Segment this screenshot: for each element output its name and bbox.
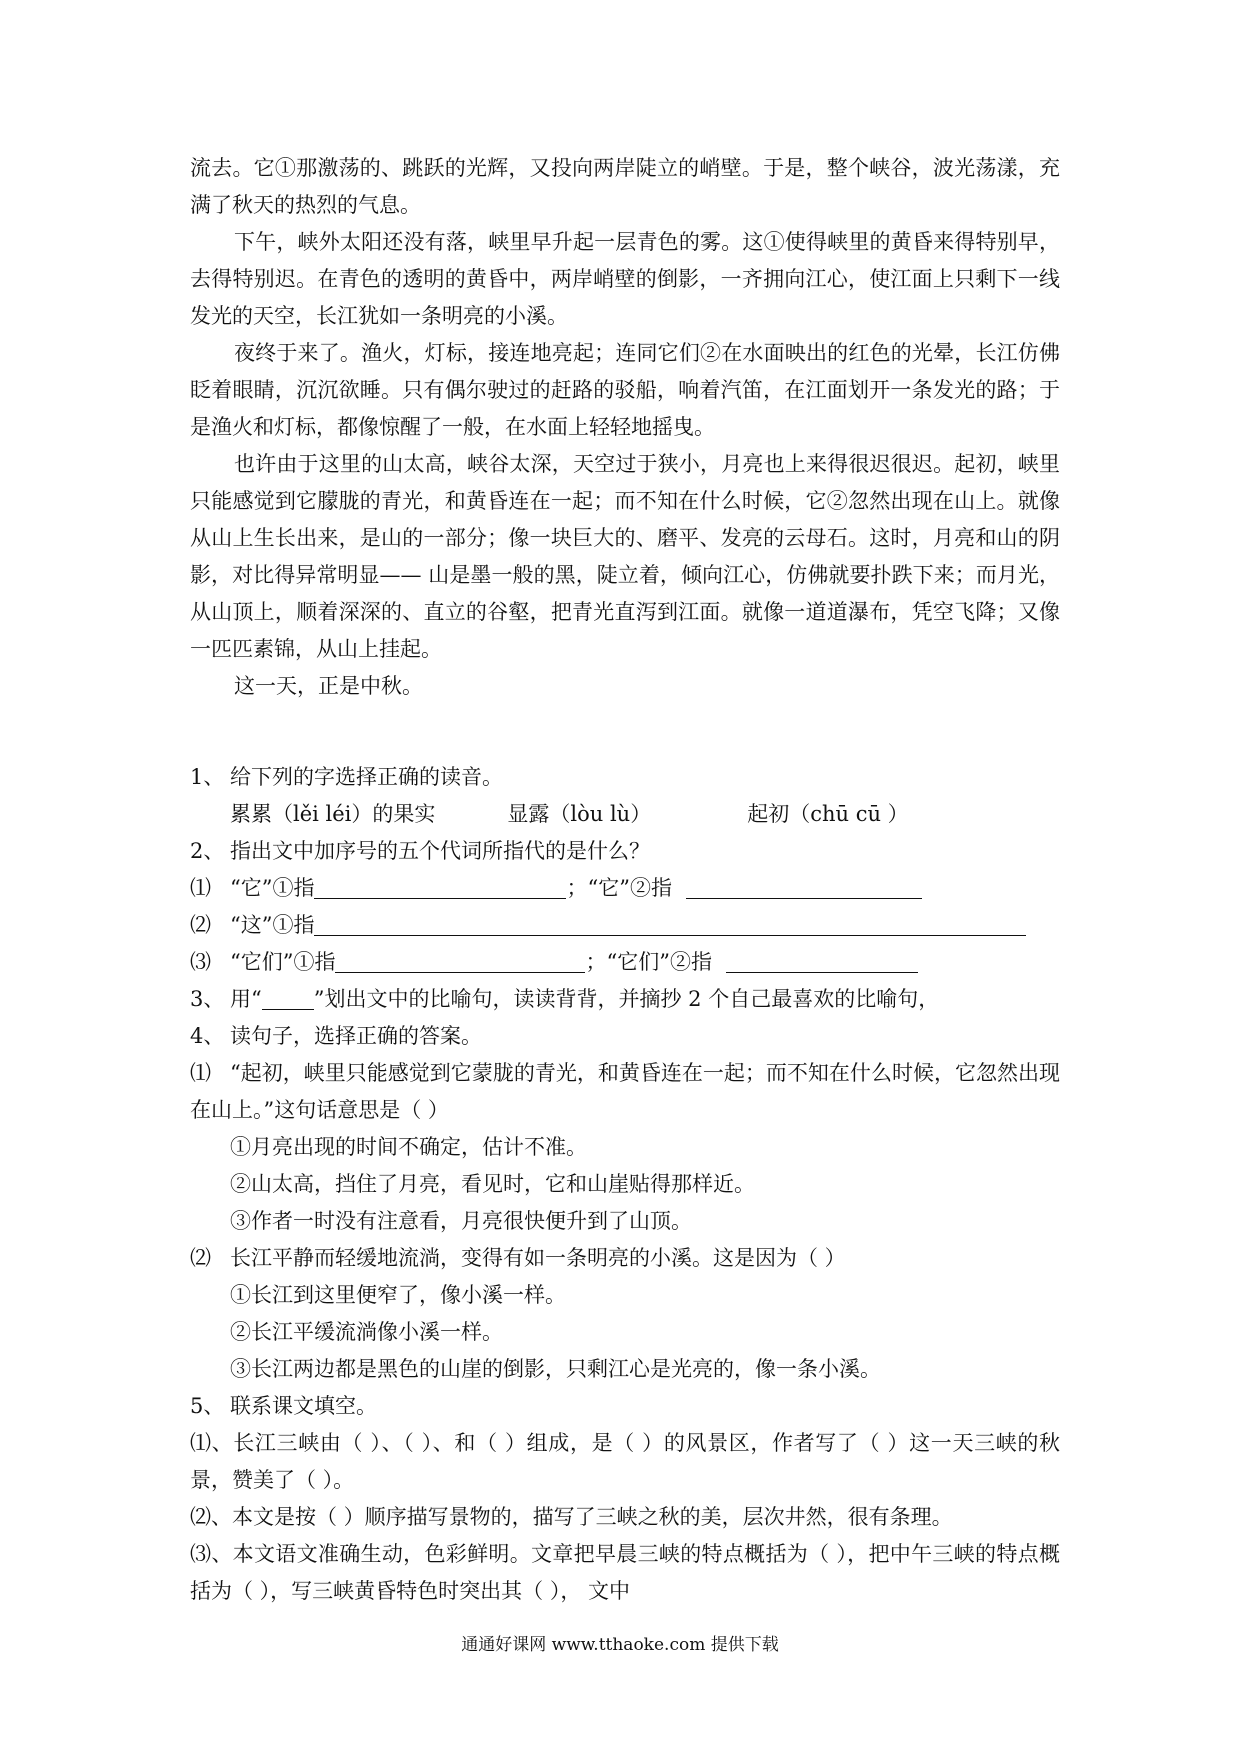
- sub-prompt: “它”①指: [230, 876, 315, 900]
- sub-number: ⑶: [190, 950, 211, 974]
- question-text-pre: 用“: [230, 987, 262, 1011]
- question-text: 给下列的字选择正确的读音。: [230, 765, 503, 789]
- pinyin-item: 累累（lěi léi）的果实: [230, 802, 436, 826]
- passage-paragraph: 这一天，正是中秋。: [234, 674, 423, 698]
- choice-option[interactable]: ③作者一时没有注意看，月亮很快便升到了山顶。: [230, 1209, 692, 1233]
- question-1-items: [190, 796, 1060, 833]
- answer-blank[interactable]: [314, 911, 1026, 936]
- sub-prompt: “它们”①指: [230, 950, 336, 974]
- answer-blank[interactable]: [314, 874, 566, 899]
- sub-text: 长江平静而轻缓地流淌，变得有如一条明亮的小溪。这是因为（ ）: [230, 1246, 846, 1270]
- question-text-post: ”划出文中的比喻句，读读背背，并摘抄 2 个自己最喜欢的比喻句，: [313, 987, 940, 1011]
- passage-paragraph: 也许由于这里的山太高，峡谷太深，天空过于狭小，月亮也上来得很迟很迟。起初，峡里只能感觉到它朦胧的青光，和黄昏连在一起；而不知在什么时候，它②忽然出现在山上。就像从山上生长出来，是山的一部分；像一块巨大的、磨平、发亮的云母石。这时，月亮和山的阴影，对比得异常明显—— 山是墨一般的黑，陡立着，倾向江心，仿佛就要扑跌下来；而月光，从山顶上，顺着深深的、直立的谷壑，把青光直泻到江面。就像一道道瀑布，凭空飞降；又像一匹匹素锦，从山上挂起。: [190, 452, 1060, 661]
- answer-blank[interactable]: [686, 874, 922, 899]
- question-2-sub-1: [190, 870, 1060, 907]
- sub-prompt: “它们”②指: [606, 950, 712, 974]
- sub-number: ⑵: [190, 913, 211, 937]
- question-3: [190, 981, 1060, 1018]
- question-number: 3、: [190, 987, 225, 1011]
- sub-number: ⑴: [190, 876, 211, 900]
- passage-paragraph: 夜终于来了。渔火，灯标，接连地亮起；连同它们②在水面映出的红色的光晕，长江仿佛眨着眼睛，沉沉欲睡。只有偶尔驶过的赶路的驳船，响着汽笛，在江面划开一条发光的路；于是渔火和灯标，都像惊醒了一般，在水面上轻轻地摇曳。: [190, 341, 1060, 439]
- question-2: [190, 833, 1060, 870]
- question-number: 2、: [190, 839, 225, 863]
- sub-number: ⑴: [190, 1061, 211, 1085]
- question-4-sub-1: [190, 1055, 1060, 1129]
- sub-prompt: “这”①指: [230, 913, 315, 937]
- pinyin-item: 显露（lòu lù）: [507, 802, 652, 826]
- page-footer: 通通好课网 www.tthaoke.com 提供下载: [461, 1635, 779, 1655]
- question-2-sub-3: [190, 944, 1060, 981]
- underline-sample: [262, 985, 314, 1010]
- passage-paragraph: 下午，峡外太阳还没有落，峡里早升起一层青色的雾。这①使得峡里的黄昏来得特别早，去得特别迟。在青色的透明的黄昏中，两岸峭壁的倒影，一齐拥向江心，使江面上只剩下一线发光的天空，长江犹如一条明亮的小溪。: [190, 230, 1060, 328]
- sub-text: “起初，峡里只能感觉到它蒙胧的青光，和黄昏连在一起；而不知在什么时候，它忽然出现在山上。”这句话意思是（ ）: [190, 1061, 1060, 1122]
- choice-option[interactable]: ①长江到这里便窄了，像小溪一样。: [230, 1283, 566, 1307]
- sub-number: ⑵: [190, 1246, 211, 1270]
- answer-blank[interactable]: [335, 948, 585, 973]
- question-text: 指出文中加序号的五个代词所指代的是什么？: [230, 839, 650, 863]
- question-2-sub-2: [190, 907, 1060, 944]
- choice-option[interactable]: ①月亮出现的时间不确定，估计不准。: [230, 1135, 587, 1159]
- fill-in-blank: ⑴、长江三峡由（ ）、（ ）、和（ ）组成，是（ ）的风景区，作者写了（ ）这一天三峡的秋景，赞美了（ ）。: [190, 1431, 1060, 1492]
- question-4: [190, 1018, 1060, 1055]
- pinyin-item: 起初（chū cū ）: [747, 802, 909, 826]
- section-gap: [190, 705, 1060, 759]
- passage-paragraph: 流去。它①那激荡的、跳跃的光辉，又投向两岸陡立的峭壁。于是，整个峡谷，波光荡漾，充满了秋天的热烈的气息。: [190, 156, 1060, 217]
- separator: ；: [585, 950, 607, 974]
- choice-option[interactable]: ②山太高，挡住了月亮，看见时，它和山崖贴得那样近。: [230, 1172, 755, 1196]
- sub-prompt: “它”②指: [587, 876, 672, 900]
- question-4-sub-2: [190, 1240, 1060, 1277]
- worksheet-content: [190, 150, 1060, 1610]
- question-5: [190, 1388, 1060, 1425]
- answer-blank[interactable]: [726, 948, 918, 973]
- fill-in-blank: ⑶、本文语文准确生动，色彩鲜明。文章把早晨三峡的特点概括为（ ），把中午三峡的特点概括为（ ），写三峡黄昏特色时突出其（ ）， 文中: [190, 1542, 1060, 1603]
- question-text: 联系课文填空。: [230, 1394, 377, 1418]
- question-text: 读句子，选择正确的答案。: [230, 1024, 482, 1048]
- question-1: [190, 759, 1060, 796]
- choice-option[interactable]: ②长江平缓流淌像小溪一样。: [230, 1320, 503, 1344]
- separator: ；: [566, 876, 588, 900]
- choice-option[interactable]: ③长江两边都是黑色的山崖的倒影，只剩江心是光亮的，像一条小溪。: [230, 1357, 881, 1381]
- question-number: 4、: [190, 1024, 225, 1048]
- question-number: 5、: [190, 1394, 225, 1418]
- fill-in-blank: ⑵、本文是按（ ）顺序描写景物的，描写了三峡之秋的美，层次井然，很有条理。: [190, 1505, 953, 1529]
- question-number: 1、: [190, 765, 225, 789]
